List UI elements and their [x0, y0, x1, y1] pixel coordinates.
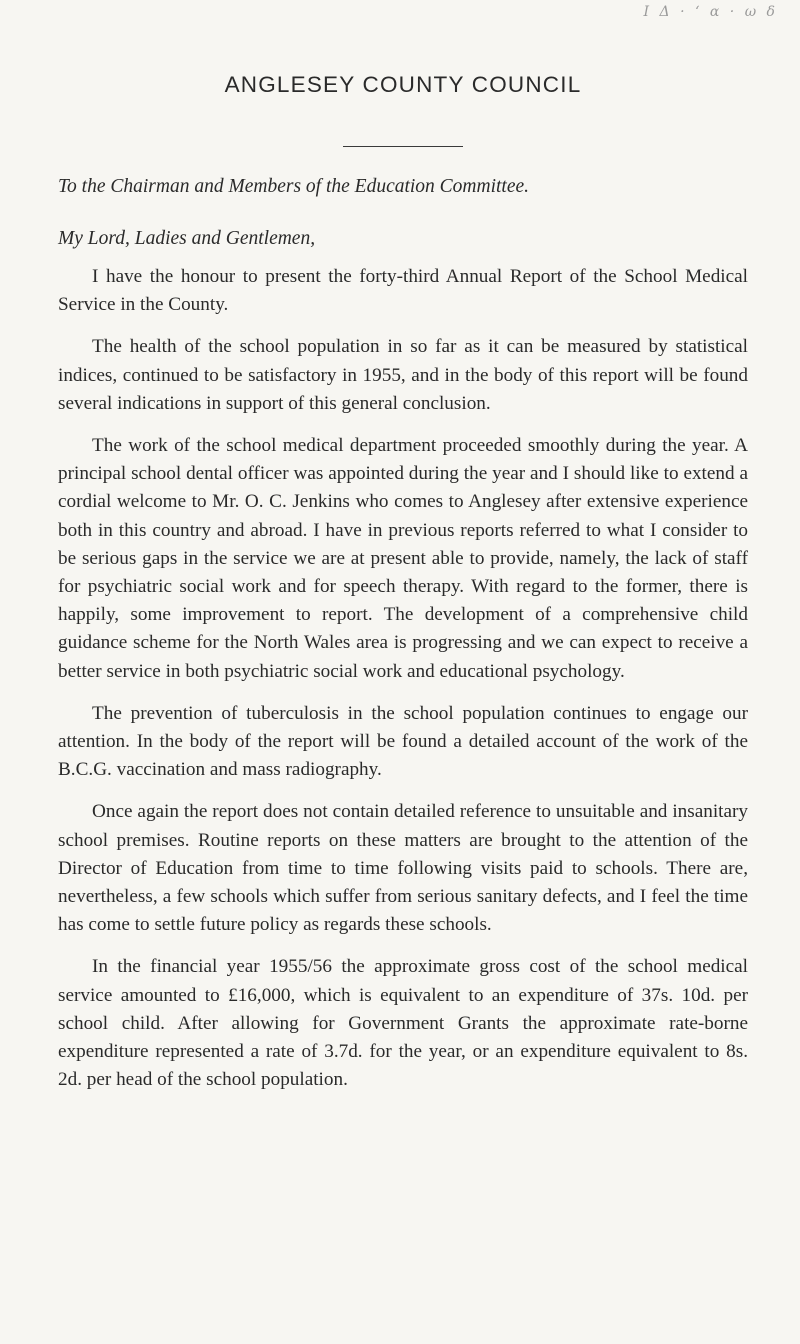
council-heading: ANGLESEY COUNTY COUNCIL: [224, 72, 582, 97]
document-page: [58, 72, 748, 1108]
heading-divider: [343, 146, 463, 147]
paragraph-3: The work of the school medical department proceeded smoothly during the year. A principal school dental officer was appointed during the year and I should like to extend a cordial welcome to Mr. O. C. Jenkins who comes to Anglesey after extensive experience both in this country and abroad. I have in previous reports referred to what I consider to be serious gaps in the service we are at present able to provide, namely, the lack of staff for psychiatric social work and for speech therapy. With regard to the former, there is happily, some improvement to report. The development of a comprehensive child guidance scheme for the North Wales area is progressing and we can expect to receive a better service in both psychiatric social work and educational psychology.: [58, 435, 748, 682]
paragraph-1: I have the honour to present the forty-third Annual Report of the School Medical Service in the County.: [58, 266, 748, 316]
paragraph-2: The health of the school population in so far as it can be measured by statistical indices, continued to be satisfactory in 1955, and in the body of this report will be found several indications in support of this general conclusion.: [58, 336, 748, 414]
address-line: To the Chairman and Members of the Education Committee.: [58, 176, 530, 197]
salutation: My Lord, Ladies and Gentlemen,: [58, 228, 316, 249]
paragraph-4: The prevention of tuberculosis in the school population continues to engage our attention. In the body of the report will be found a detailed account of the work of the B.C.G. vaccination and mass radiography.: [58, 702, 748, 781]
paragraph-5: Once again the report does not contain detailed reference to unsuitable and insanitary school premises. Routine reports on these matters are brought to the attention of the Director of Education from time to time following visits paid to schools. There are, nevertheless, a few schools which suffer from serious sanitary defects, and I feel the time has come to settle future policy as regards these schools.: [58, 801, 748, 936]
handwritten-corner-mark: I Δ · ‘ α · ω δ: [643, 4, 778, 20]
paragraph-6: In the financial year 1955/56 the approximate gross cost of the school medical service amounted to £16,000, which is equivalent to an expenditure of 37s. 10d. per school child. After allowing for Government Grants the approximate rate-borne expenditure represented a rate of 3.7d. for the year, or an expenditure equivalent to 8s. 2d. per head of the school population.: [58, 956, 748, 1091]
